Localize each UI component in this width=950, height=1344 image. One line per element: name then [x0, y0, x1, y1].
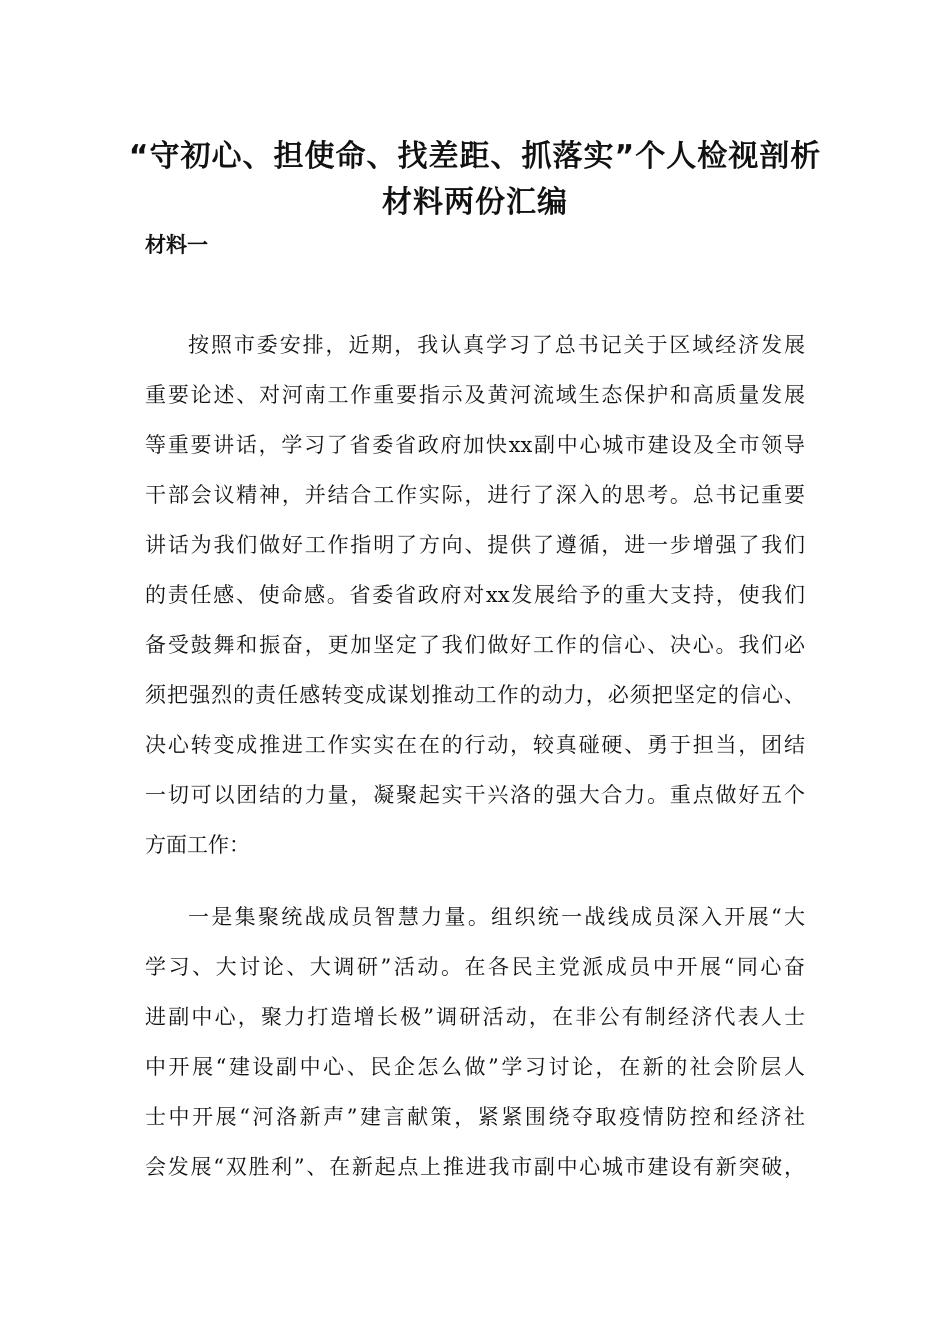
paragraph-1-line: 一切可以团结的力量，凝聚起实干兴洛的强大合力。重点做好五个: [145, 783, 805, 807]
document-title-line-1: “守初心、担使命、找差距、抓落实”个人检视剖析: [128, 139, 822, 174]
paragraph-1-line: 方面工作：: [145, 833, 250, 857]
paragraph-1-line: 等重要讲话，学习了省委省政府加快xx副中心城市建设及全市领导: [145, 433, 805, 457]
paragraph-2-line: 士中开展“河洛新声”建言献策，紧紧围绕夺取疫情防控和经济社: [145, 1105, 805, 1129]
paragraph-1-line: 干部会议精神，并结合工作实际，进行了深入的思考。总书记重要: [145, 483, 805, 507]
paragraph-2-line: 一是集聚统战成员智慧力量。组织统一战线成员深入开展“大: [188, 905, 805, 929]
paragraph-2-line: 进副中心，聚力打造增长极”调研活动，在非公有制经济代表人士: [145, 1005, 805, 1029]
paragraph-2-line: 会发展“双胜利”、在新起点上推进我市副中心城市建设有新突破，: [145, 1155, 805, 1179]
paragraph-1-line: 重要论述、对河南工作重要指示及黄河流域生态保护和高质量发展: [145, 383, 805, 407]
paragraph-1-line: 的责任感、使命感。省委省政府对xx发展给予的重大支持，使我们: [145, 583, 805, 607]
paragraph-1-line: 决心转变成推进工作实实在在的行动，较真碰硬、勇于担当，团结: [145, 733, 805, 757]
paragraph-1-line: 须把强烈的责任感转变成谋划推动工作的动力，必须把坚定的信心、: [145, 683, 805, 707]
paragraph-1-line: 讲话为我们做好工作指明了方向、提供了遵循，进一步增强了我们: [145, 533, 805, 557]
document-title-line-2: 材料两份汇编: [382, 185, 568, 220]
paragraph-1-line: 按照市委安排，近期，我认真学习了总书记关于区域经济发展: [188, 333, 805, 357]
paragraph-2-line: 学习、大讨论、大调研”活动。在各民主党派成员中开展“同心奋: [145, 955, 805, 979]
section-heading: 材料一: [145, 233, 208, 257]
paragraph-1-line: 备受鼓舞和振奋，更加坚定了我们做好工作的信心、决心。我们必: [145, 633, 805, 657]
paragraph-2-line: 中开展“建设副中心、民企怎么做”学习讨论，在新的社会阶层人: [145, 1055, 805, 1079]
